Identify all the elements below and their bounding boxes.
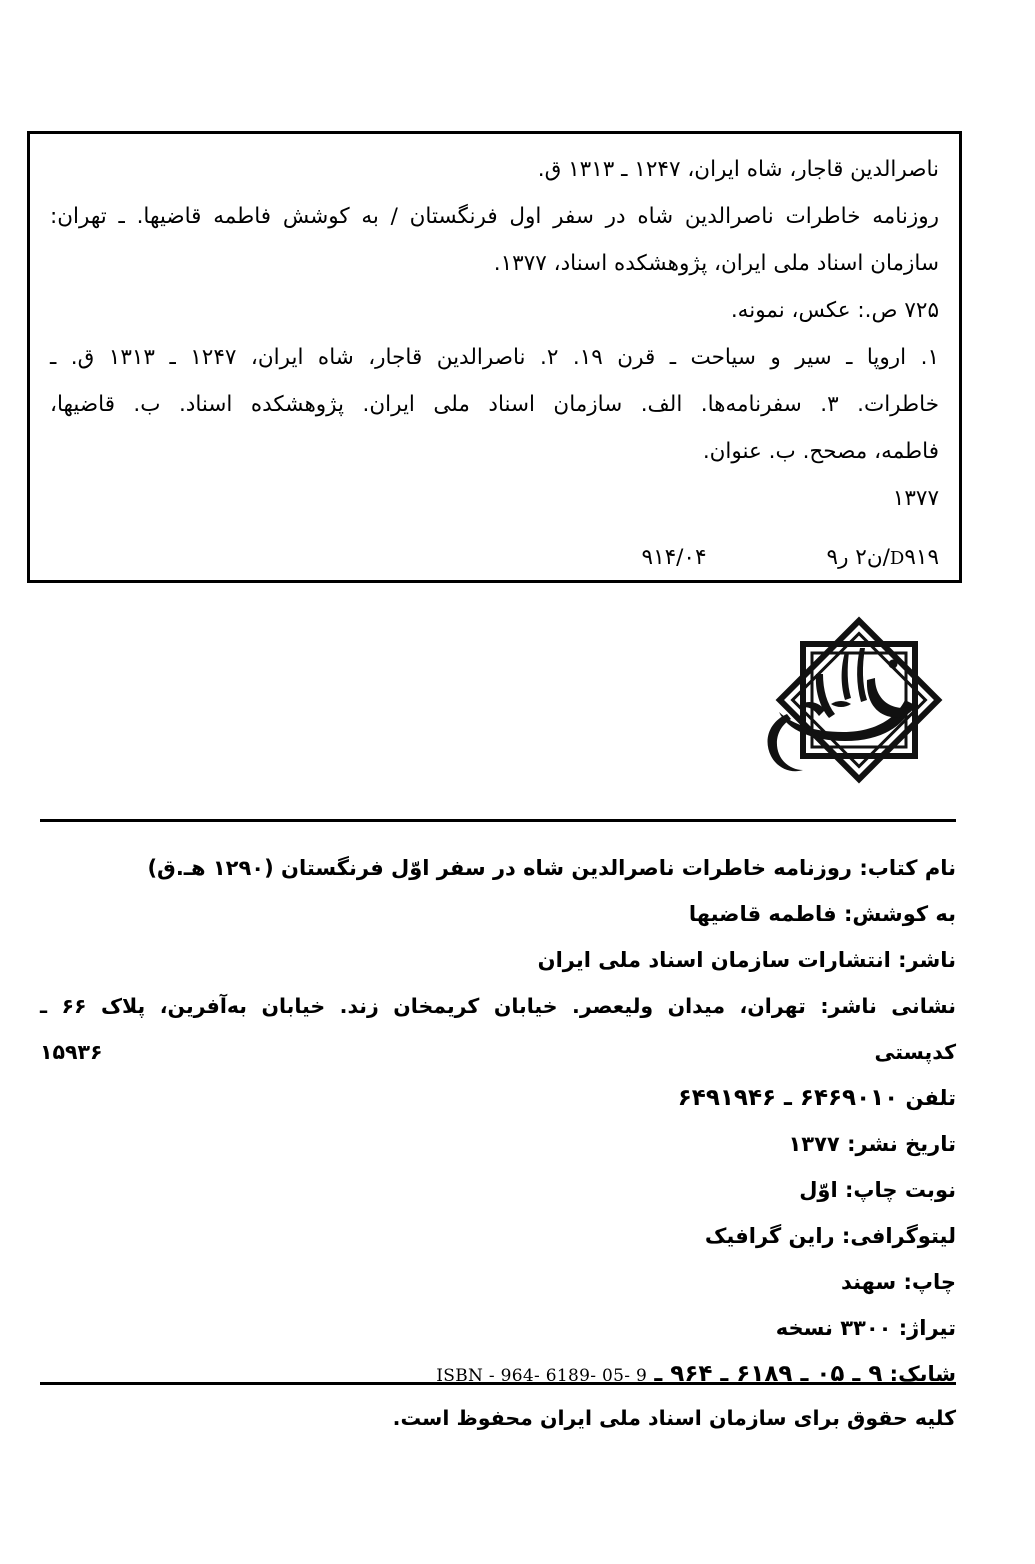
- colophon-publisher-value: انتشارات سازمان اسناد ملی ایران: [537, 948, 891, 972]
- colophon-lithography-label: لیتوگرافی:: [841, 1224, 956, 1248]
- colophon-editor-label: به کوشش:: [843, 902, 956, 926]
- colophon-printer-value: سهند: [840, 1270, 897, 1294]
- colophon-phone-row: [40, 1075, 956, 1121]
- call-number-secondary: ۹۱۴/۰۴: [641, 545, 707, 570]
- colophon-phone-value: ۶۴۶۹۰۱۰ ـ ۶۴۹۱۹۴۶: [677, 1085, 899, 1111]
- colophon-printer-label: چاپ:: [903, 1270, 956, 1294]
- colophon-isbn-label: شابک:: [889, 1362, 956, 1386]
- colophon-edition-value: اوّل: [799, 1178, 838, 1202]
- cip-line-heading: ناصرالدین قاجار، شاه ایران، ۱۲۴۷ ـ ۱۳۱۳ ق.: [537, 157, 939, 182]
- colophon-isbn-value-fa: ۹ ـ ۰۵ ـ ۶۱۸۹ ـ ۹۶۴ ـ: [654, 1361, 883, 1387]
- colophon-pubdate-label: تاریخ نشر:: [847, 1132, 956, 1156]
- colophon-address-label: نشانی ناشر:: [820, 994, 956, 1018]
- colophon-phone-label: تلفن: [905, 1086, 956, 1110]
- cip-line-subjects-1: ۱. اروپا ـ سیر و سیاحت ـ قرن ۱۹. ۲. ناصرالدین قاجار، شاه ایران، ۱۲۴۷ ـ ۱۳۱۳ ق. ـ: [50, 345, 940, 370]
- colophon-lithography-row: [40, 1213, 956, 1259]
- colophon-publisher-row: [40, 937, 956, 983]
- colophon-edition-label: نوبت چاپ:: [845, 1178, 956, 1202]
- colophon-pubdate-value: ۱۳۷۷: [788, 1132, 840, 1156]
- colophon-book-title-value: روزنامه خاطرات ناصرالدین شاه در سفر اوّل فرنگستان (۱۲۹۰ هـ.ق): [147, 856, 853, 880]
- colophon-editor-row: [40, 891, 956, 937]
- cip-line-year: ۱۳۷۷: [892, 486, 939, 511]
- cip-line-physical-description: ۷۲۵ ص.: عکس، نمونه.: [730, 298, 939, 323]
- divider-rule-top: [40, 819, 956, 822]
- colophon-print-run-value: ۳۳۰۰ نسخه: [775, 1316, 892, 1340]
- national-archives-emblem: [757, 608, 962, 808]
- colophon-edition-row: [40, 1167, 956, 1213]
- colophon-block: [40, 845, 956, 1399]
- colophon-address-value: تهران، میدان ولیعصر. خیابان کریمخان زند. خیابان به‌آفرین، پلاک ۶۶ ـ کدپستی ۱۵۹۳۶: [40, 994, 956, 1064]
- colophon-print-run-label: تیراژ:: [898, 1316, 956, 1340]
- call-number-class-letter: D: [889, 548, 905, 569]
- colophon-address-row: [40, 983, 956, 1075]
- colophon-pubdate-row: [40, 1121, 956, 1167]
- colophon-isbn-value-latin: ISBN - 964- 6189- 05- 9: [436, 1366, 648, 1386]
- cip-call-number-row: [339, 545, 939, 570]
- cip-cataloguing-box: [27, 131, 962, 583]
- colophon-lithography-value: راین گرافیک: [704, 1224, 835, 1248]
- colophon-printer-row: [40, 1259, 956, 1305]
- cip-line-subjects-3: فاطمه، مصحح. ب. عنوان.: [702, 439, 939, 464]
- colophon-editor-value: فاطمه قاضیها: [688, 902, 837, 926]
- colophon-book-title-row: [40, 845, 956, 891]
- copyright-notice: کلیه حقوق برای سازمان اسناد ملی ایران محفوظ است.: [392, 1406, 956, 1430]
- call-number-primary: [827, 545, 939, 570]
- colophon-print-run-row: [40, 1305, 956, 1351]
- colophon-book-title-label: نام کتاب:: [859, 856, 956, 880]
- cip-line-title-statement: روزنامه خاطرات ناصرالدین شاه در سفر اول فرنگستان / به کوشش فاطمه قاضیها. ـ تهران:: [50, 204, 939, 229]
- call-number-primary-value: ۹۱۹/ن۲ ر۹: [826, 545, 939, 570]
- cip-line-imprint: سازمان اسناد ملی ایران، پژوهشکده اسناد، ۱۳۷۷.: [493, 251, 939, 276]
- cip-line-subjects-2: خاطرات. ۳. سفرنامه‌ها. الف. سازمان اسناد ملی ایران. پژوهشکده اسناد. ب. قاضیها،: [50, 392, 939, 417]
- cip-text-block: [30, 134, 959, 522]
- colophon-isbn-row: [40, 1351, 956, 1399]
- colophon-publisher-label: ناشر:: [898, 948, 956, 972]
